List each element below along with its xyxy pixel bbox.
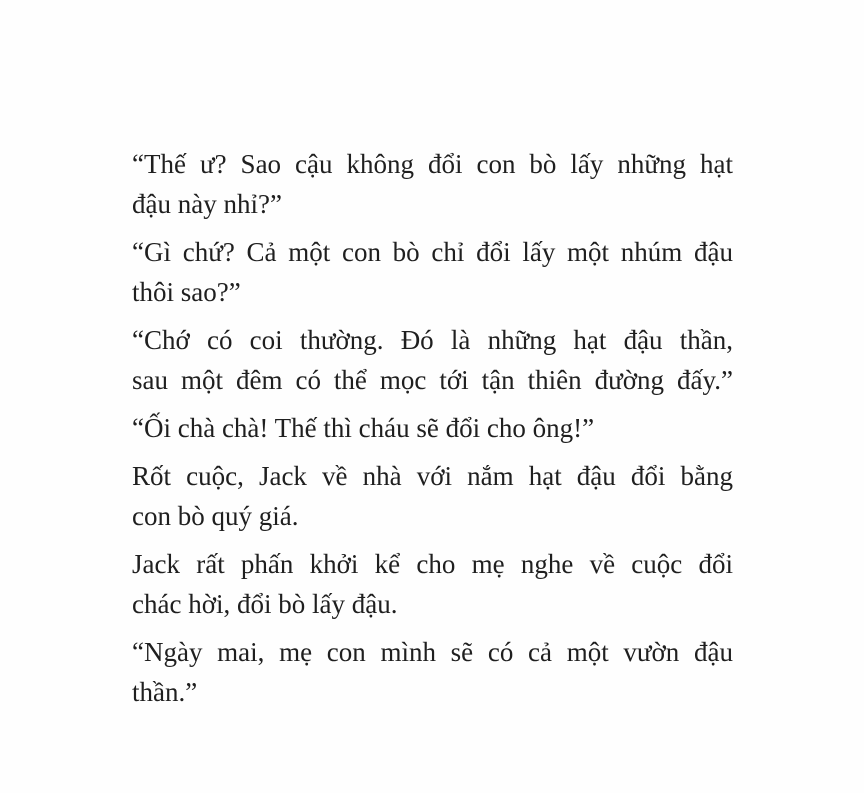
text-line: Jack rất phấn khởi kể cho mẹ nghe về cuộc đổi [132, 549, 733, 579]
text-line: Rốt cuộc, Jack về nhà với nắm hạt đậu đổi bằng [132, 461, 733, 491]
text-line: con bò quý giá. [132, 501, 299, 531]
text-line: “Chớ có coi thường. Đó là những hạt đậu thần, [132, 325, 733, 355]
text-line: “Thế ư? Sao cậu không đổi con bò lấy những hạt [132, 149, 733, 179]
text-line: “Ngày mai, mẹ con mình sẽ có cả một vườn đậu [132, 637, 733, 667]
text-line: chác hời, đổi bò lấy đậu. [132, 589, 398, 619]
paragraph [132, 144, 733, 224]
text-line: thôi sao?” [132, 277, 241, 307]
paragraph [132, 232, 733, 312]
text-line: sau một đêm có thể mọc tới tận thiên đường đấy.” [132, 365, 733, 395]
paragraph [132, 632, 733, 712]
text-line: thần.” [132, 677, 198, 707]
text-line: “Ối chà chà! Thế thì cháu sẽ đổi cho ông!” [132, 413, 595, 443]
story-text [132, 144, 733, 712]
paragraph [132, 320, 733, 400]
text-line: “Gì chứ? Cả một con bò chỉ đổi lấy một nhúm đậu [132, 237, 733, 267]
paragraph [132, 544, 733, 624]
paragraph [132, 456, 733, 536]
paragraph [132, 408, 733, 448]
text-line: đậu này nhỉ?” [132, 189, 282, 219]
